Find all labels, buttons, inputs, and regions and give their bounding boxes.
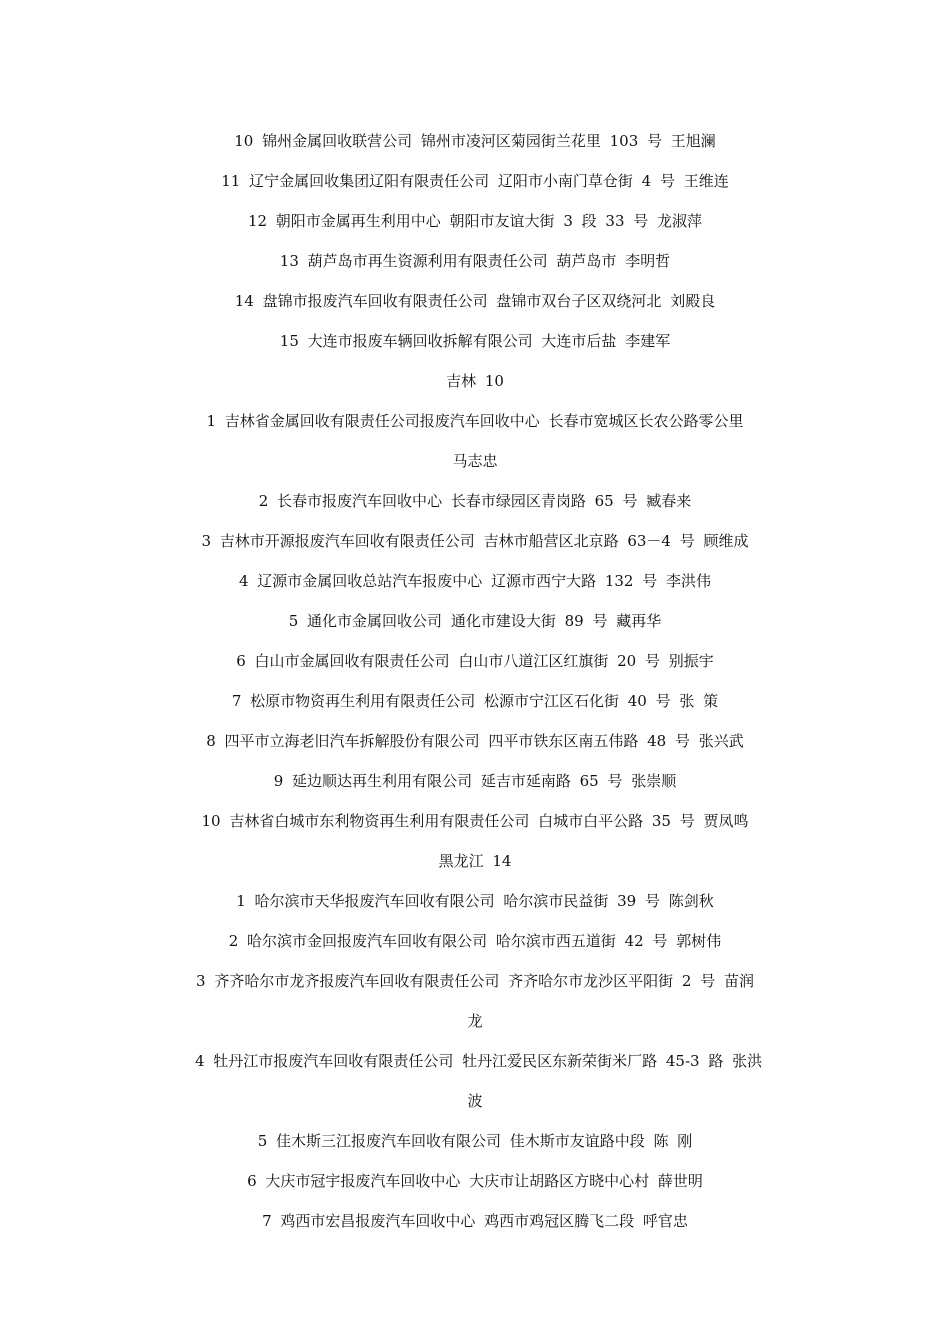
list-item: 6 大庆市冠宇报废汽车回收中心 大庆市让胡路区方晓中心村 薛世明 [247,1172,703,1190]
list-item: 10 吉林省白城市东利物资再生利用有限责任公司 白城市白平公路 35 号 贾凤鸣 [201,812,749,830]
list-item: 5 佳木斯三江报废汽车回收有限公司 佳木斯市友谊路中段 陈 刚 [257,1132,693,1150]
list-item: 3 齐齐哈尔市龙齐报废汽车回收有限责任公司 齐齐哈尔市龙沙区平阳街 2 号 苗润 [196,972,754,990]
list-item: 14 盘锦市报废汽车回收有限责任公司 盘锦市双台子区双绕河北 刘殿良 [234,292,716,310]
list-item: 15 大连市报废车辆回收拆解有限公司 大连市后盐 李建军 [279,332,671,350]
list-item: 3 吉林市开源报废汽车回收有限责任公司 吉林市船营区北京路 63－4 号 顾维成 [201,532,749,550]
list-item: 8 四平市立海老旧汽车拆解股份有限公司 四平市铁东区南五伟路 48 号 张兴武 [206,732,744,750]
list-item: 13 葫芦岛市再生资源利用有限责任公司 葫芦岛市 李明哲 [279,252,671,270]
list-item: 10 锦州金属回收联营公司 锦州市凌河区菊园街兰花里 103 号 王旭澜 [234,132,716,150]
list-item: 2 哈尔滨市金回报废汽车回收有限公司 哈尔滨市西五道街 42 号 郭树伟 [228,932,722,950]
list-item: 4 牡丹江市报废汽车回收有限责任公司 牡丹江爱民区东新荣街米厂路 45-3 路 张洪 [195,1052,763,1070]
list-item-continuation: 马志忠 [452,452,498,470]
list-item: 4 辽源市金属回收总站汽车报废中心 辽源市西宁大路 132 号 李洪伟 [238,572,712,590]
list-item: 5 通化市金属回收公司 通化市建设大街 89 号 藏再华 [288,612,662,630]
list-item: 11 辽宁金属回收集团辽阳有限责任公司 辽阳市小南门草仓街 4 号 王维连 [221,172,729,190]
list-item: 1 吉林省金属回收有限责任公司报废汽车回收中心 长春市宽城区长农公路零公里 [206,412,744,430]
list-item: 7 松原市物资再生利用有限责任公司 松源市宁江区石化街 40 号 张 策 [231,692,719,710]
list-item: 9 延边顺达再生利用有限公司 延吉市延南路 65 号 张崇顺 [273,772,677,790]
list-item: 12 朝阳市金属再生利用中心 朝阳市友谊大街 3 段 33 号 龙淑萍 [247,212,703,230]
list-item: 6 白山市金属回收有限责任公司 白山市八道江区红旗街 20 号 别振宇 [236,652,714,670]
section-heading-heilongjiang: 黑龙江 14 [438,852,512,870]
list-item: 1 哈尔滨市天华报废汽车回收有限公司 哈尔滨市民益街 39 号 陈剑秋 [236,892,714,910]
list-item: 2 长春市报废汽车回收中心 长春市绿园区青岗路 65 号 臧春来 [258,492,692,510]
list-item: 7 鸡西市宏昌报废汽车回收中心 鸡西市鸡冠区腾飞二段 呼官忠 [262,1212,688,1230]
list-item-continuation: 波 [467,1092,483,1110]
document-body [195,121,763,1241]
list-item-continuation: 龙 [467,1012,483,1030]
section-heading-jilin: 吉林 10 [446,372,504,390]
